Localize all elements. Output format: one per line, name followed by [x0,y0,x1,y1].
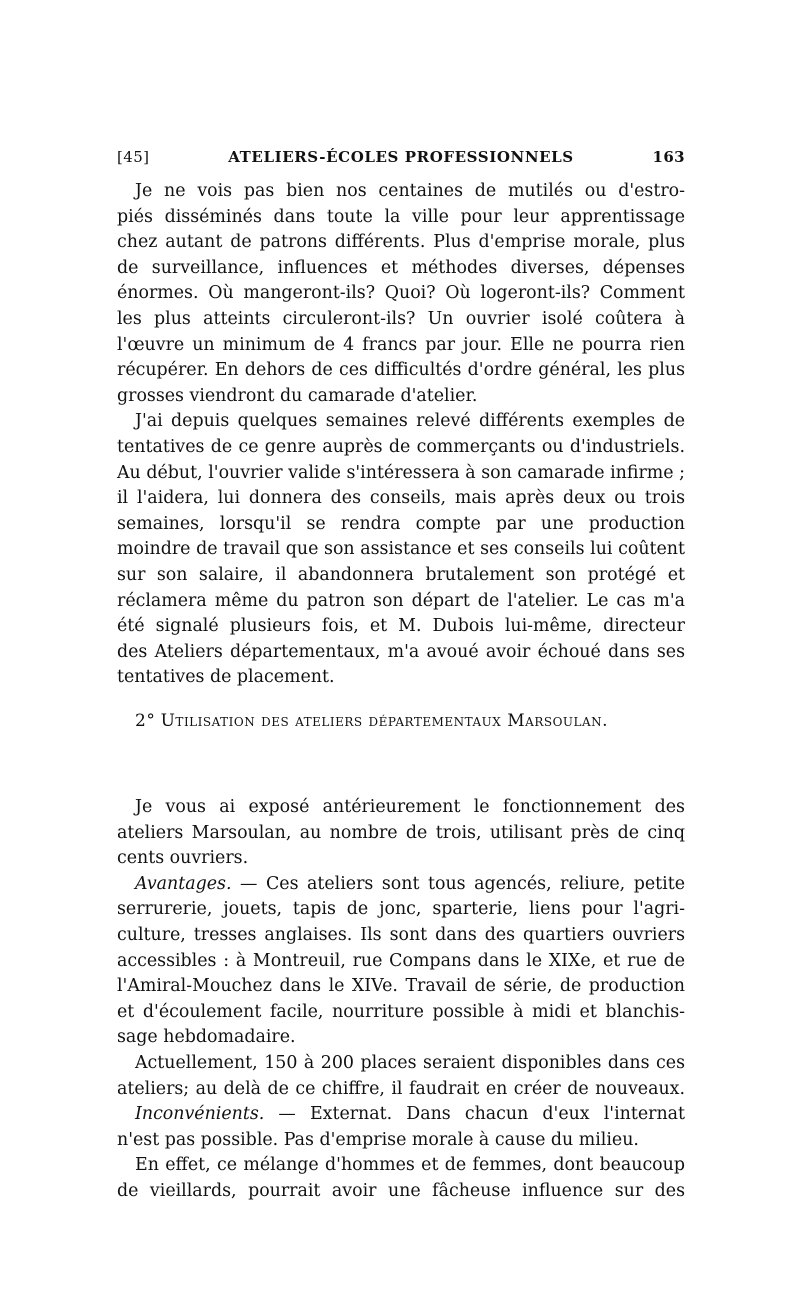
text-fragment: Ces ateliers sont tous agencés, reliure, petite [265,873,686,894]
paragraph-block-1 [117,179,685,691]
text-line: l'Amiral-Mouchez dans le XIVe. Travail de série, de production [117,976,685,997]
text-line: ateliers Marsoulan, au nombre de trois, utilisant près de cinq [117,822,685,843]
text-line: cents ouvriers. [117,848,249,869]
text-line: sur son salaire, il abandonnera brutalement son protégé et [117,564,685,585]
running-header [117,148,685,172]
text-line: Je vous ai exposé antérieurement le fonctionnement des [135,797,685,817]
text-line: moindre de travail que son assistance et ses conseils lui coûtent [117,539,685,560]
text-line: été signalé plusieurs fois, et M. Dubois lui-même, directeur [117,616,685,637]
text-line: serrurerie, jouets, tapis de jonc, sparterie, liens pour l'agri- [117,899,685,920]
text-line: piés disséminés dans toute la ville pour leur apprentissage [117,206,685,227]
text-line: sage hebdomadaire. [117,1027,296,1048]
text-line: de surveillance, influences et méthodes diverses, dépenses [117,257,685,278]
text-line-inconvenients [117,1102,685,1128]
text-line: J'ai depuis quelques semaines relevé différents exemples de [135,411,685,432]
paragraph-block-2 [117,795,685,1205]
text-line: les plus atteints circuleront-ils? Un ouvrier isolé coûtera à [117,308,685,329]
text-line: accessibles : à Montreuil, rue Compans dans le XIXe, et rue de [117,950,685,971]
text-line-avantages [117,872,685,898]
text-line: En effet, ce mélange d'hommes et de femmes, dont beaucoup [135,1155,685,1176]
text-line: de vieillards, pourrait avoir une fâcheuse influence sur des [117,1180,685,1201]
text-line: Au début, l'ouvrier valide s'intéressera à son camarade infirme ; [117,462,685,483]
section-heading [117,711,685,731]
text-line: des Ateliers départementaux, m'a avoué avoir échoué dans ses [117,641,685,662]
avantages-label: Avantages. — [135,873,258,894]
text-fragment: Externat. Dans chacun d'eux l'internat [309,1104,685,1125]
text-line: tentatives de placement. [117,667,335,688]
text-line: Actuellement, 150 à 200 places seraient disponibles dans ces [135,1052,685,1073]
text-line: grosses viendront du camarade d'atelier. [117,385,478,406]
folio-bracket-number: [45] [117,148,150,166]
text-line: il l'aidera, lui donnera des conseils, mais après deux ou trois [117,488,685,509]
text-line: n'est pas possible. Pas d'emprise morale à cause du milieu. [117,1129,639,1150]
text-line: récupérer. En dehors de ces difficultés d'ordre général, les plus [117,360,685,381]
section-title: Utilisation des ateliers départementaux Marsoulan. [160,711,609,731]
text-line: culture, tresses anglaises. Ils sont dans des quartiers ouvriers [117,924,685,945]
text-line: énormes. Où mangeront-ils? Quoi? Où logeront-ils? Comment [117,283,685,304]
text-line: l'œuvre un minimum de 4 francs par jour. Elle ne pourra rien [117,334,685,355]
text-line: et d'écoulement facile, nourriture possible à midi et blanchis- [117,1001,685,1022]
section-number: 2° [135,711,156,731]
text-line: tentatives de ce genre auprès de commerçants ou d'industriels. [117,436,685,457]
running-title: ATELIERS-ÉCOLES PROFESSIONNELS [228,148,574,166]
text-line: réclamera même du patron son départ de l'atelier. Le cas m'a [117,590,685,611]
inconvenients-label: Inconvénients. — [135,1104,296,1125]
text-line: Je ne vois pas bien nos centaines de mutilés ou d'estro- [135,181,685,201]
text-line: chez autant de patrons différents. Plus d'emprise morale, plus [117,232,685,253]
text-line: ateliers; au delà de ce chiffre, il faudrait en créer de nouveaux. [117,1078,685,1099]
text-line: semaines, lorsqu'il se rendra compte par une production [117,513,685,534]
page-number: 163 [652,148,685,166]
